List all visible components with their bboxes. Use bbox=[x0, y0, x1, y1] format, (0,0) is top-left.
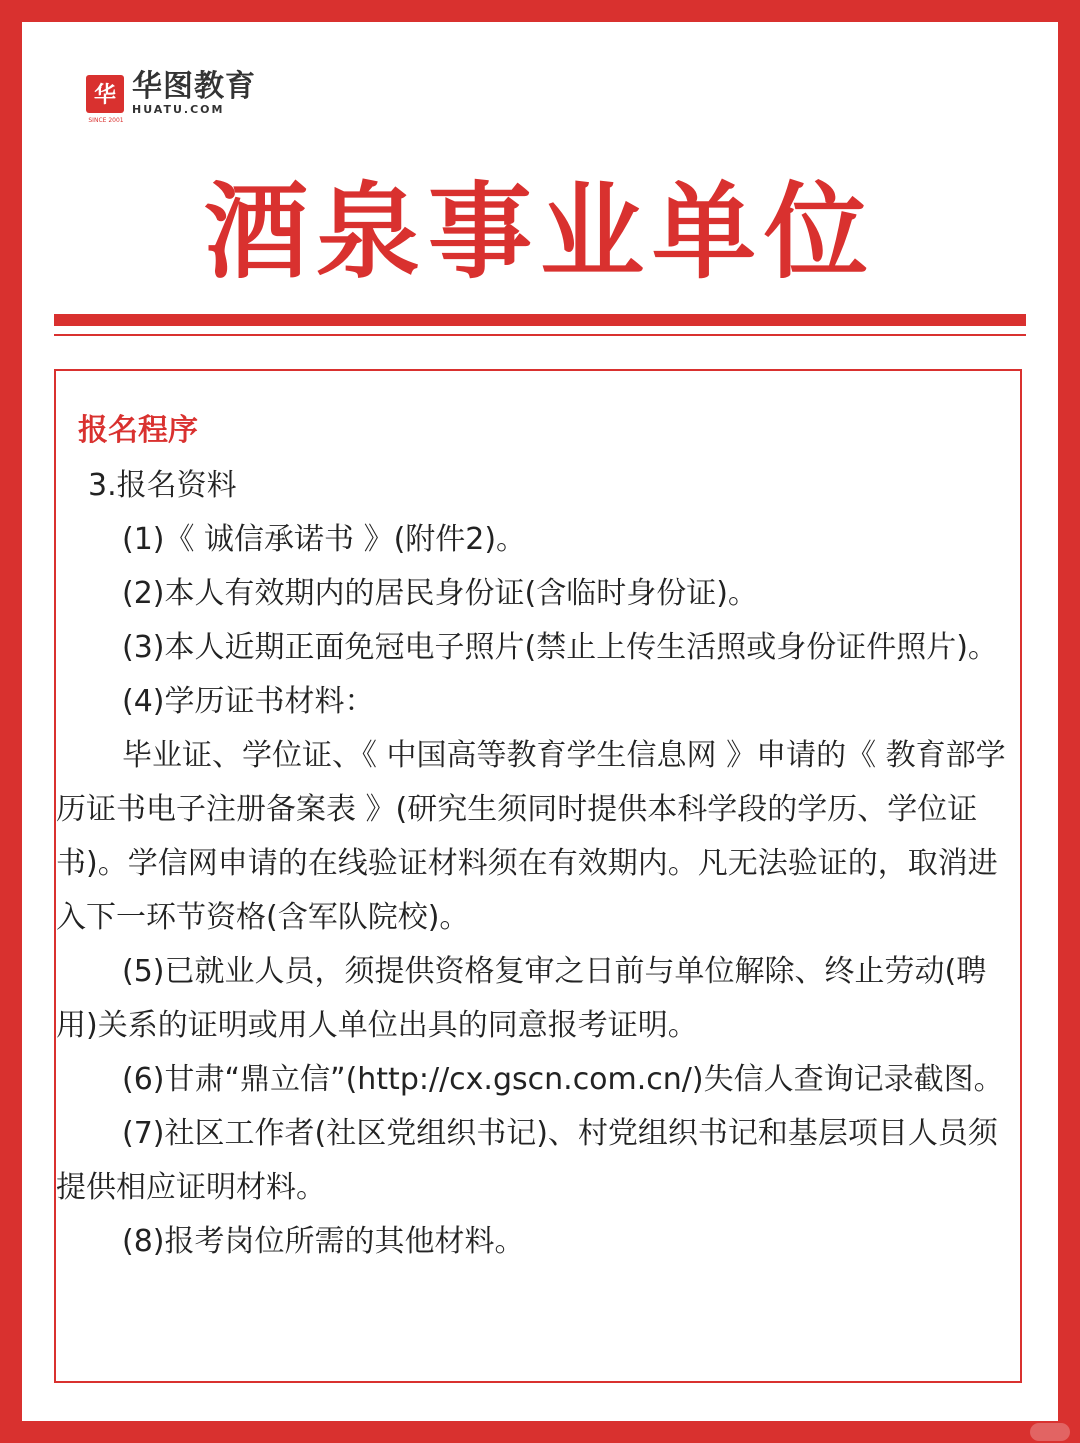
list-item: (6)甘肃“鼎立信”(http://cx.gscn.com.cn/)失信人查询记录截图。 bbox=[122, 1062, 1004, 1097]
logo-since: SINCE 2001 bbox=[88, 116, 124, 124]
list-item: (3)本人近期正面免冠电子照片(禁止上传生活照或身份证件照片)。 bbox=[122, 630, 998, 665]
logo-mark-icon: 华 bbox=[86, 75, 124, 113]
page-title: 酒泉事业单位 bbox=[203, 170, 876, 293]
divider-thin bbox=[54, 334, 1026, 336]
list-item: (2)本人有效期内的居民身份证(含临时身份证)。 bbox=[122, 576, 758, 611]
list-item: (5)已就业人员，须提供资格复审之日前与单位解除、终止劳动(聘用)关系的证明或用人单位出具的同意报考证明。 bbox=[56, 954, 987, 1043]
divider-thick bbox=[54, 314, 1026, 326]
list-item: (8)报考岗位所需的其他材料。 bbox=[122, 1224, 525, 1259]
list-item: (1)《 诚信承诺书 》(附件2)。 bbox=[122, 522, 527, 557]
content-box bbox=[54, 369, 1022, 1383]
huatu-logo bbox=[86, 69, 256, 124]
list-item: (4)学历证书材料： bbox=[122, 684, 375, 719]
poster-sheet bbox=[22, 22, 1058, 1421]
section-heading: 报名程序 bbox=[78, 413, 198, 448]
watermark-badge bbox=[1030, 1423, 1070, 1441]
list-item: (7)社区工作者(社区党组织书记)、村党组织书记和基层项目人员须提供相应证明材料。 bbox=[56, 1116, 998, 1205]
section-body bbox=[56, 459, 1020, 1269]
list-item: 毕业证、学位证、《 中国高等教育学生信息网 》申请的《 教育部学历证书电子注册备案表 》(研究生须同时提供本科学段的学历、学位证书)。学信网申请的在线验证材料须在有效期内。凡无法验证的，取消进入下一环节资格(含军队院校)。 bbox=[56, 738, 1006, 935]
subheading: 3.报名资料 bbox=[88, 468, 237, 503]
logo-name-en: HUATU.COM bbox=[132, 103, 225, 116]
logo-name-cn: 华图教育 bbox=[132, 69, 256, 104]
